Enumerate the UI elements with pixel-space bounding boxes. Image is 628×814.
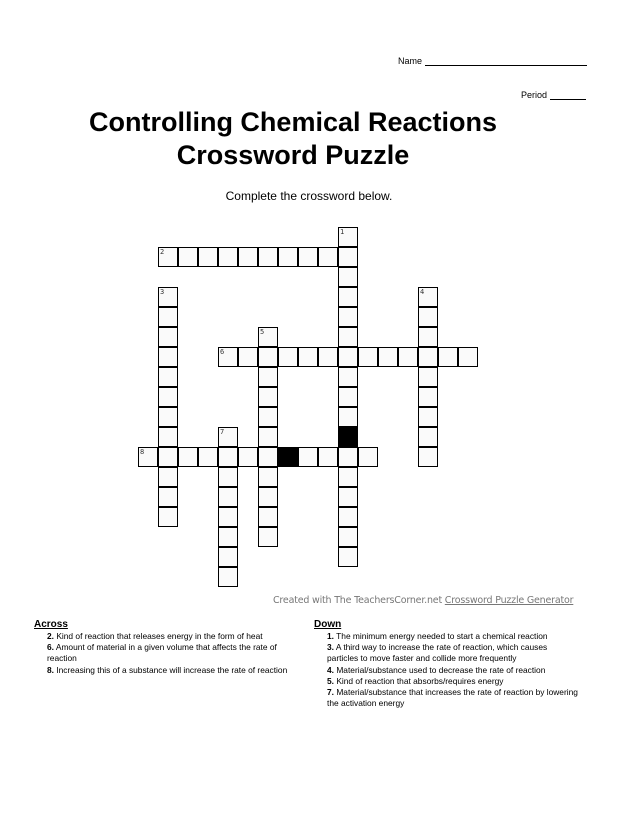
grid-cell[interactable] — [258, 387, 278, 407]
clue-item — [34, 631, 304, 642]
grid-cell[interactable] — [138, 447, 158, 467]
clue-number: 5. — [327, 675, 334, 686]
grid-cell[interactable] — [258, 527, 278, 547]
grid-cell[interactable] — [338, 387, 358, 407]
grid-cell[interactable] — [298, 347, 318, 367]
grid-cell[interactable] — [258, 327, 278, 347]
name-label: Name — [398, 56, 423, 66]
grid-cell[interactable] — [218, 527, 238, 547]
grid-cell[interactable] — [418, 307, 438, 327]
grid-cell[interactable] — [338, 227, 358, 247]
grid-cell[interactable] — [258, 407, 278, 427]
grid-cell[interactable] — [358, 347, 378, 367]
grid-cell[interactable] — [158, 367, 178, 387]
grid-cell[interactable] — [158, 287, 178, 307]
grid-cell[interactable] — [158, 467, 178, 487]
grid-cell[interactable] — [218, 547, 238, 567]
grid-cell[interactable] — [338, 267, 358, 287]
clue-text: Kind of reaction that releases energy in the form of heat — [54, 631, 263, 641]
down-clues — [314, 619, 579, 709]
clue-number: 5 — [260, 328, 265, 336]
grid-cell[interactable] — [318, 447, 338, 467]
blocked-cell — [338, 427, 358, 447]
grid-cell[interactable] — [318, 347, 338, 367]
clue-number: 6. — [47, 642, 54, 653]
across-heading: Across — [34, 619, 68, 630]
across-clue-list — [34, 631, 304, 676]
grid-cell[interactable] — [158, 487, 178, 507]
grid-cell[interactable] — [178, 447, 198, 467]
grid-cell[interactable] — [258, 347, 278, 367]
grid-cell[interactable] — [418, 407, 438, 427]
instructions: Complete the crossword below. — [225, 189, 393, 203]
clue-number: 8. — [47, 664, 54, 675]
grid-cell[interactable] — [418, 427, 438, 447]
clue-item — [314, 642, 579, 664]
grid-cell[interactable] — [258, 447, 278, 467]
grid-cell[interactable] — [218, 467, 238, 487]
grid-cell[interactable] — [158, 407, 178, 427]
grid-cell[interactable] — [418, 287, 438, 307]
grid-cell[interactable] — [338, 527, 358, 547]
grid-cell[interactable] — [158, 427, 178, 447]
clue-number: 6 — [220, 348, 225, 356]
clue-item — [314, 676, 579, 687]
credit-line — [273, 595, 573, 606]
grid-cell[interactable] — [338, 307, 358, 327]
grid-cell[interactable] — [258, 467, 278, 487]
across-clues — [34, 619, 304, 676]
grid-cell[interactable] — [418, 387, 438, 407]
grid-cell[interactable] — [418, 367, 438, 387]
clue-text: A third way to increase the rate of reaction, which causes particles to move faster and collide more frequently — [327, 642, 548, 664]
clue-number: 3 — [160, 288, 165, 296]
clue-number: 4. — [327, 664, 334, 675]
grid-cell[interactable] — [158, 387, 178, 407]
clue-number: 4 — [420, 288, 425, 296]
grid-cell[interactable] — [258, 367, 278, 387]
clue-text: Increasing this of a substance will increase the rate of reaction — [54, 664, 288, 675]
blocked-cell — [278, 447, 298, 467]
clue-text: Material/substance that increases the rate of reaction by lowering the activation energy — [327, 687, 578, 709]
clue-text: Material/substance used to decrease the rate of reaction — [334, 664, 546, 675]
clue-number: 8 — [140, 448, 145, 456]
grid-cell[interactable] — [238, 447, 258, 467]
grid-cell[interactable] — [218, 507, 238, 527]
grid-cell[interactable] — [218, 247, 238, 267]
grid-cell[interactable] — [158, 447, 178, 467]
grid-cell[interactable] — [218, 447, 238, 467]
grid-cell[interactable] — [418, 347, 438, 367]
title-line-1: Controlling Chemical Reactions — [88, 107, 498, 137]
grid-cell[interactable] — [338, 287, 358, 307]
grid-cell[interactable] — [198, 447, 218, 467]
grid-cell[interactable] — [438, 347, 458, 367]
grid-cell[interactable] — [338, 487, 358, 507]
clue-text: Amount of material in a given volume that affects the rate of reaction — [47, 642, 277, 664]
title-line-2: Crossword Puzzle — [176, 140, 410, 170]
clue-text: The minimum energy needed to start a chemical reaction — [334, 631, 548, 641]
clue-item — [34, 642, 304, 664]
grid-cell[interactable] — [278, 247, 298, 267]
grid-cell[interactable] — [458, 347, 478, 367]
grid-cell[interactable] — [298, 247, 318, 267]
down-heading: Down — [314, 619, 342, 630]
grid-cell[interactable] — [338, 447, 358, 467]
grid-cell[interactable] — [218, 427, 238, 447]
clue-item — [34, 665, 304, 676]
clue-number: 1 — [340, 228, 345, 236]
grid-cell[interactable] — [338, 467, 358, 487]
grid-cell[interactable] — [178, 247, 198, 267]
grid-cell[interactable] — [238, 347, 258, 367]
grid-cell[interactable] — [258, 427, 278, 447]
clue-number: 1. — [327, 631, 334, 641]
grid-cell[interactable] — [338, 507, 358, 527]
clue-item — [314, 631, 579, 642]
clue-item — [314, 687, 579, 709]
grid-cell[interactable] — [338, 347, 358, 367]
grid-cell[interactable] — [218, 487, 238, 507]
down-clue-list — [314, 631, 579, 709]
period-label: Period — [521, 90, 548, 100]
grid-cell[interactable] — [358, 447, 378, 467]
grid-cell[interactable] — [238, 247, 258, 267]
grid-cell[interactable] — [278, 347, 298, 367]
grid-cell[interactable] — [398, 347, 418, 367]
grid-cell[interactable] — [198, 247, 218, 267]
clue-number: 2. — [47, 631, 54, 641]
grid-cell[interactable] — [158, 347, 178, 367]
clue-number: 7. — [327, 687, 334, 698]
clue-item — [314, 665, 579, 676]
grid-cell[interactable] — [218, 567, 238, 587]
grid-cell[interactable] — [338, 327, 358, 347]
grid-cell[interactable] — [258, 507, 278, 527]
clue-text: Kind of reaction that absorbs/requires energy — [334, 675, 504, 686]
grid-cell[interactable] — [158, 327, 178, 347]
grid-cell[interactable] — [418, 447, 438, 467]
credit-text: Created with The TeachersCorner.net — [273, 595, 445, 606]
grid-cell[interactable] — [298, 447, 318, 467]
clue-number: 7 — [220, 428, 225, 436]
grid-cell[interactable] — [158, 307, 178, 327]
grid-cell[interactable] — [158, 507, 178, 527]
grid-cell[interactable] — [338, 247, 358, 267]
grid-cell[interactable] — [338, 407, 358, 427]
grid-cell[interactable] — [418, 327, 438, 347]
grid-cell[interactable] — [158, 247, 178, 267]
grid-cell[interactable] — [378, 347, 398, 367]
clue-number: 3. — [327, 642, 334, 653]
grid-cell[interactable] — [218, 347, 238, 367]
grid-cell[interactable] — [338, 547, 358, 567]
grid-cell[interactable] — [338, 367, 358, 387]
grid-cell[interactable] — [258, 247, 278, 267]
grid-cell[interactable] — [318, 247, 338, 267]
grid-cell[interactable] — [258, 487, 278, 507]
clue-number: 2 — [160, 248, 165, 256]
generator-link[interactable]: Crossword Puzzle Generator — [444, 595, 574, 606]
